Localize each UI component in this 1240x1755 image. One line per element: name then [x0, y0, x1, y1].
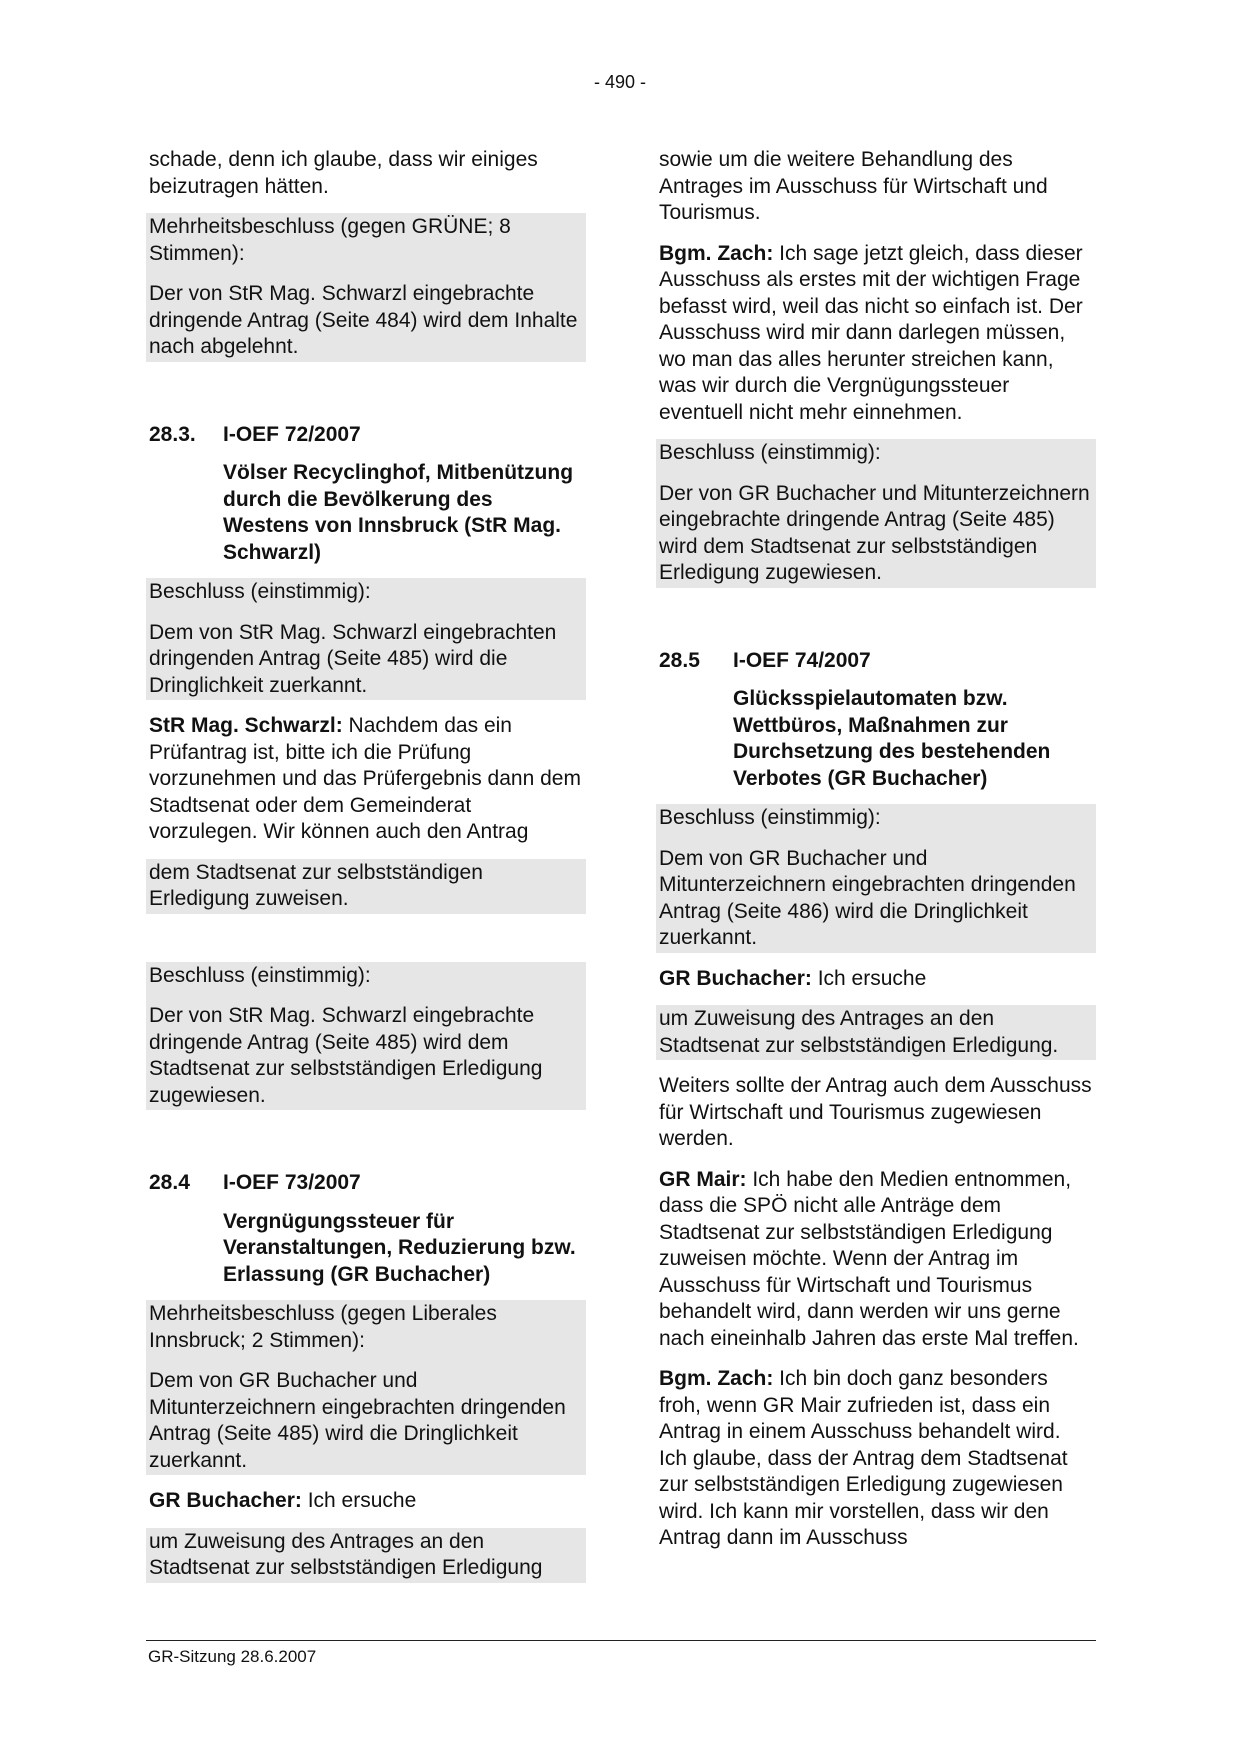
- section-heading-28-4: [146, 1170, 586, 1197]
- resolution-label: Mehrheitsbeschluss (gegen GRÜNE; 8 Stimmen):: [146, 213, 586, 268]
- speaker-name: GR Buchacher:: [659, 966, 812, 990]
- resolution-label: Beschluss (einstimmig):: [146, 578, 586, 607]
- footer-text: GR-Sitzung 28.6.2007: [148, 1647, 317, 1666]
- resolution-text: Der von StR Mag. Schwarzl eingebrachte dringende Antrag (Seite 485) wird dem Stadtsenat zur selbstständigen Erledigung zugewiesen.: [146, 990, 586, 1110]
- paragraph: sowie um die weitere Behandlung des Antrages im Ausschuss für Wirtschaft und Tourismus.: [659, 148, 1048, 224]
- left-column: [146, 146, 586, 1595]
- footer-rule: [146, 1640, 1096, 1641]
- resolution-label: Mehrheitsbeschluss (gegen Liberales Innsbruck; 2 Stimmen):: [146, 1300, 586, 1355]
- speech-paragraph: [656, 240, 1096, 428]
- resolution-label: Beschluss (einstimmig):: [656, 804, 1096, 833]
- section-title: Vergnügungssteuer für Veranstaltungen, Reduzierung bzw. Erlassung (GR Buchacher): [223, 1209, 576, 1286]
- speaker-name: GR Mair:: [659, 1167, 747, 1191]
- speech-text: Ich ersuche: [811, 966, 927, 990]
- speech-paragraph: [146, 712, 586, 847]
- section-code: I-OEF 72/2007: [223, 422, 361, 446]
- speech-paragraph: [656, 1365, 1096, 1553]
- speech-paragraph: [656, 965, 1096, 994]
- speech-text: Ich ersuche: [301, 1489, 417, 1512]
- section-heading-28-3: [146, 422, 586, 449]
- speaker-name: Bgm. Zach:: [659, 1367, 774, 1390]
- speech-text: Ich habe den Medien entnommen, dass die SPÖ nicht alle Anträge dem Stadtsenat zur selbstständigen Erledigung zuweisen möchte. Wenn der Antrag im Ausschuss für Wirtschaft und Tourismus behandelt wird, dann werden wir uns gerne nach eineinhalb Jahren das erste Mal treffen.: [659, 1167, 1079, 1350]
- speech-text: Nachdem das ein Prüfantrag ist, bitte ich die Prüfung vorzunehmen und das Prüfergebnis dann dem Stadtsenat oder dem Gemeinderat vorzulegen. Wir können auch den Antrag: [149, 714, 581, 843]
- section-code: I-OEF 73/2007: [223, 1171, 361, 1194]
- speech-continuation: um Zuweisung des Antrages an den Stadtsenat zur selbstständigen Erledigung.: [656, 1005, 1096, 1060]
- right-column: [656, 146, 1096, 1565]
- section-code: I-OEF 74/2007: [733, 648, 871, 672]
- paragraph: schade, denn ich glaube, dass wir einiges beizutragen hätten.: [149, 148, 538, 198]
- speech-continuation: dem Stadtsenat zur selbstständigen Erledigung zuweisen.: [146, 859, 586, 914]
- section-number: 28.4: [149, 1171, 190, 1194]
- section-title: Glücksspielautomaten bzw. Wettbüros, Maßnahmen zur Durchsetzung des bestehenden Verbotes (GR Buchacher): [733, 687, 1051, 790]
- speech-text: Ich sage jetzt gleich, dass dieser Ausschuss als erstes mit der wichtigen Frage befasst wird, weil das nicht so einfach ist. Der Ausschuss wird mir dann darlegen müssen, wo man das alles herunter streichen kann, was wir durch die Vergnügungssteuer eventuell nicht mehr einnehmen.: [659, 241, 1083, 424]
- resolution-text: Der von GR Buchacher und Mitunterzeichnern eingebrachte dringende Antrag (Seite 485) wird dem Stadtsenat zur selbstständigen Erledigung zugewiesen.: [656, 468, 1096, 588]
- paragraph: Weiters sollte der Antrag auch dem Ausschuss für Wirtschaft und Tourismus zugewiesen werden.: [659, 1074, 1092, 1150]
- section-number: 28.5: [659, 648, 700, 672]
- section-heading-28-5: [656, 648, 1096, 675]
- resolution-text: Dem von GR Buchacher und Mitunterzeichnern eingebrachten dringenden Antrag (Seite 485) wird die Dringlichkeit zuerkannt.: [146, 1355, 586, 1475]
- resolution-label: Beschluss (einstimmig):: [146, 962, 586, 991]
- speech-text: Ich bin doch ganz besonders froh, wenn GR Mair zufrieden ist, dass ein Antrag in einem Ausschuss behandelt wird. Ich glaube, dass der Antrag dem Stadtsenat zur selbstständigen Erledigung zugewiesen wird. Ich kann mir vorstellen, dass wir den Antrag dann im Ausschuss: [659, 1367, 1068, 1549]
- resolution-text: Dem von GR Buchacher und Mitunterzeichnern eingebrachten dringenden Antrag (Seite 486) wird die Dringlichkeit zuerkannt.: [656, 833, 1096, 953]
- speaker-name: StR Mag. Schwarzl:: [149, 714, 343, 737]
- resolution-text: Dem von StR Mag. Schwarzl eingebrachten dringenden Antrag (Seite 485) wird die Dringlichkeit zuerkannt.: [146, 607, 586, 701]
- speaker-name: GR Buchacher:: [149, 1489, 302, 1512]
- speech-paragraph: [146, 1487, 586, 1516]
- speaker-name: Bgm. Zach:: [659, 241, 774, 265]
- speech-paragraph: [656, 1166, 1096, 1354]
- resolution-text: Der von StR Mag. Schwarzl eingebrachte dringende Antrag (Seite 484) wird dem Inhalte nach abgelehnt.: [146, 268, 586, 362]
- page-number: - 490 -: [593, 72, 647, 92]
- resolution-label: Beschluss (einstimmig):: [656, 439, 1096, 468]
- speech-continuation: um Zuweisung des Antrages an den Stadtsenat zur selbstständigen Erledigung: [146, 1528, 586, 1583]
- section-title: Völser Recyclinghof, Mitbenützung durch die Bevölkerung des Westens von Innsbruck (StR Mag. Schwarzl): [223, 461, 574, 564]
- section-number: 28.3.: [149, 422, 196, 446]
